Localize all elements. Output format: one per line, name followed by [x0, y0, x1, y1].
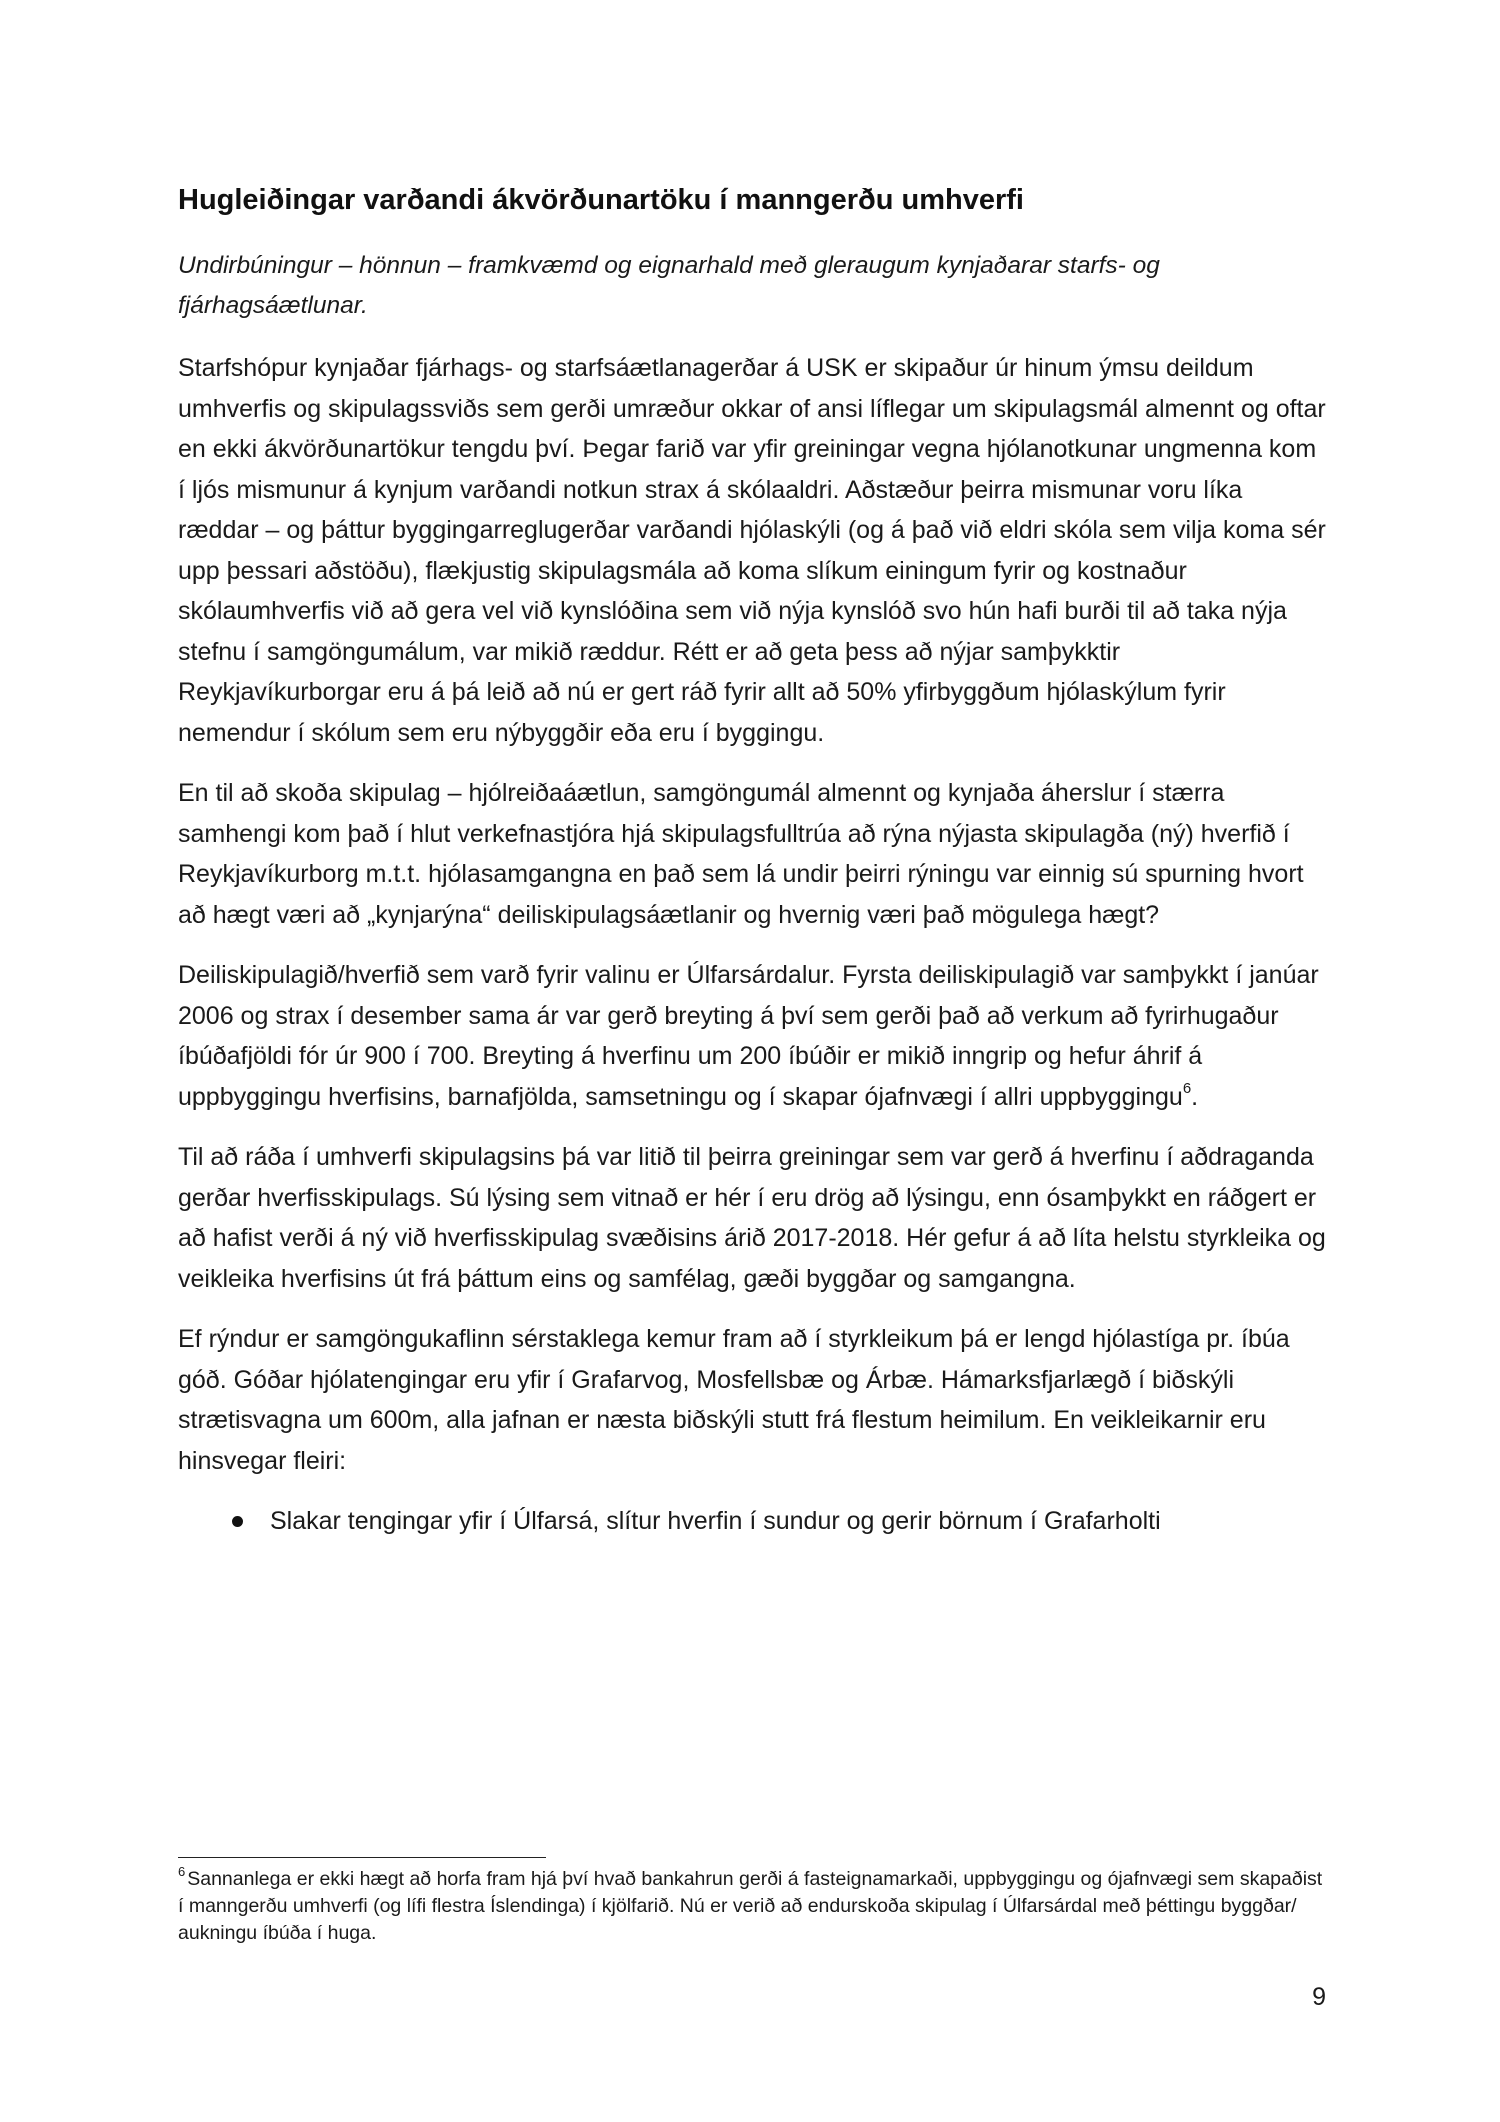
weaknesses-list [178, 1501, 1326, 1542]
paragraph-neighbourhood-analysis: Til að ráða í umhverfi skipulagsins þá var litið til þeirra greiningar sem var gerð á hverfinu í aðdraganda gerðar hverfisskipulags. Sú lýsing sem vitnað er hér í eru drög að lýsingu, enn ósamþykkt en ráðgert er að hafist verði á ný við hverfisskipulag svæðisins árið 2017-2018. Hér gefur á að líta helstu styrkleika og veikleika hverfisins út frá þáttum eins og samfélag, gæði byggðar og samgangna. [178, 1143, 1326, 1293]
page-title: Hugleiðingar varðandi ákvörðunartöku í manngerðu umhverfi [178, 184, 1024, 216]
footnote [178, 1863, 1326, 1947]
page-body [178, 180, 1326, 1542]
footnote-reference[interactable]: 6 [1182, 1080, 1192, 1098]
page-number: 9 [1312, 1983, 1326, 2011]
subtitle: Undirbúningur – hönnun – framkvæmd og eignarhald með gleraugum kynjaðarar starfs- og fjárhagsáætlunar. [178, 252, 1160, 319]
paragraph-working-group: Starfshópur kynjaðar fjárhags- og starfsáætlanagerðar á USK er skipaður úr hinum ýmsu deildum umhverfis og skipulagssviðs sem gerði umræður okkar of ansi líflegar um skipulagsmál almennt og oftar en ekki ákvörðunartökur tengdu því. Þegar farið var yfir greiningar vegna hjólanotkunar ungmenna kom í ljós mismunur á kynjum varðandi notkun strax á skólaaldri. Aðstæður þeirra mismunar voru líka ræddar – og þáttur byggingarreglugerðar varðandi hjólaskýli (og á það við eldri skóla sem vilja koma sér upp þessari aðstöðu), flækjustig skipulagsmála að koma slíkum einingum fyrir og kostnaður skólaumhverfis við að gera vel við kynslóðina sem við nýja kynslóð svo hún hafi burði til að taka nýja stefnu í samgöngumálum, var mikið ræddur. Rétt er að geta þess að nýjar samþykktir Reykjavíkurborgar eru á þá leið að nú er gert ráð fyrir allt að 50% yfirbyggðum hjólaskýlum fyrir nemendur í skólum sem eru nýbyggðir eða eru í byggingu. [178, 354, 1326, 747]
footnote-divider [178, 1857, 546, 1858]
paragraph-ulfarsardalur-text: Deiliskipulagið/hverfið sem varð fyrir valinu er Úlfarsárdalur. Fyrsta deiliskipulagið var samþykkt í janúar 2006 og strax í desember sama ár var gerð breyting á því sem gerði það að verkum að fyrirhugaður íbúðafjöldi fór úr 900 í 700. Breyting á hverfinu um 200 íbúðir er mikið inngrip og hefur áhrif á uppbyggingu hverfisins, barnafjölda, samsetningu og í skapar ójafnvægi í allri uppbyggingu [178, 961, 1319, 1111]
paragraph-ulfarsardalur-suffix: . [1191, 1082, 1199, 1111]
list-item-text: Slakar tengingar yfir í Úlfarsá, slítur hverfin í sundur og gerir börnum í Grafarholti [270, 1507, 1161, 1535]
list-item [178, 1501, 1326, 1542]
bullet-icon [232, 1516, 243, 1527]
footnote-number: 6 [178, 1863, 186, 1879]
paragraph-planning-review: En til að skoða skipulag – hjólreiðaáætlun, samgöngumál almennt og kynjaða áherslur í stærra samhengi kom það í hlut verkefnastjóra hjá skipulagsfulltrúa að rýna nýjasta skipulagða (ný) hverfið í Reykjavíkurborg m.t.t. hjólasamgangna en það sem lá undir þeirri rýningu var einnig sú spurning hvort að hægt væri að „kynjarýna“ deiliskipulagsáætlanir og hvernig væri það mögulega hægt? [178, 779, 1304, 929]
paragraph-transport-section: Ef rýndur er samgöngukaflinn sérstaklega kemur fram að í styrkleikum þá er lengd hjólastíga pr. íbúa góð. Góðar hjólatengingar eru yfir í Grafarvog, Mosfellsbæ og Árbæ. Hámarksfjarlægð í biðskýli strætisvagna um 600m, alla jafnan er næsta biðskýli stutt frá flestum heimilum. En veikleikarnir eru hinsvegar fleiri: [178, 1325, 1290, 1475]
paragraph-ulfarsardalur [178, 955, 1326, 1117]
footnote-text: Sannanlega er ekki hægt að horfa fram hjá því hvað bankahrun gerði á fasteignamarkaði, uppbyggingu og ójafnvægi sem skapaðist í manngerðu umhverfi (og lífi flestra Íslendinga) í kjölfarið. Nú er verið að endurskoða skipulag í Úlfarsárdal með þéttingu byggðar/ aukningu íbúða í huga. [178, 1868, 1323, 1944]
